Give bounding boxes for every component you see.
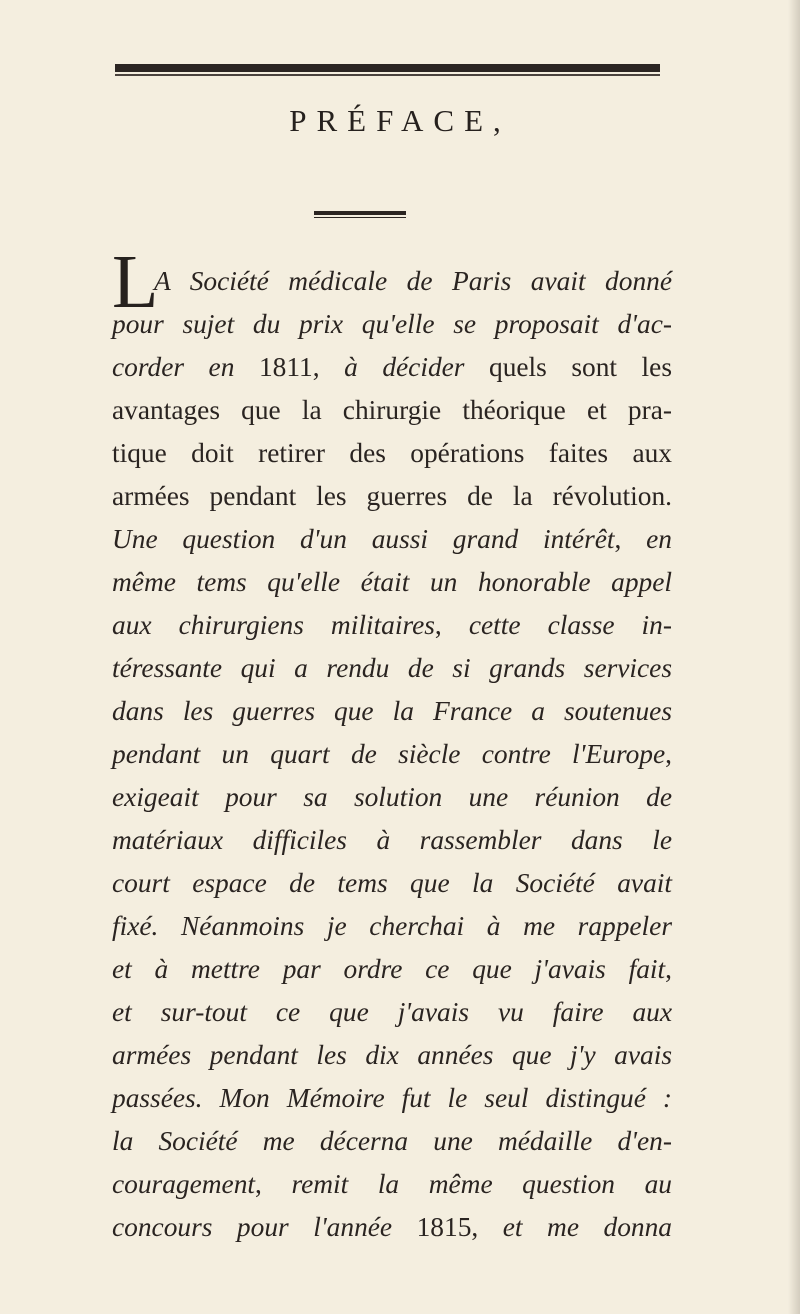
text-segment: fixé. Néanmoins je cherchai à me rappeler xyxy=(112,911,672,941)
text-segment: aux chirurgiens militaires xyxy=(112,610,435,640)
top-ornamental-rule xyxy=(115,64,660,72)
text-segment: téressante qui a rendu de si grands services xyxy=(112,653,672,683)
text-segment: avantages que la chirurgie théorique et pra- xyxy=(112,395,672,425)
text-segment: 1811 xyxy=(258,352,313,382)
text-line xyxy=(112,518,672,561)
text-line xyxy=(112,1120,672,1163)
text-segment: pour sujet du prix qu'elle se proposait d'ac- xyxy=(112,309,672,339)
text-segment: remit la même question au xyxy=(291,1169,672,1199)
text-segment: corder en xyxy=(112,352,259,382)
text-line xyxy=(112,432,672,475)
text-line xyxy=(112,389,672,432)
text-line xyxy=(112,1206,672,1249)
text-segment: quels sont les xyxy=(464,352,672,382)
text-segment: matériaux difficiles à rassembler dans le xyxy=(112,825,672,855)
text-segment: passées. Mon Mémoire fut le seul distingué : xyxy=(112,1083,672,1113)
text-segment: en xyxy=(646,524,672,554)
text-segment: armées pendant les guerres de la révolution. xyxy=(112,481,672,511)
text-segment: exigeait pour sa solution une réunion de xyxy=(112,782,672,812)
text-segment: , xyxy=(434,610,469,640)
text-segment: à décider xyxy=(344,352,465,382)
text-line xyxy=(112,346,672,389)
text-segment: , xyxy=(471,1212,503,1242)
top-thin-rule xyxy=(115,74,660,76)
drop-cap: L xyxy=(112,240,159,324)
text-line xyxy=(112,690,672,733)
text-line xyxy=(112,819,672,862)
text-segment: tique doit retirer des opérations faites aux xyxy=(112,438,672,468)
page-title: PRÉFACE, xyxy=(289,103,511,138)
page-edge-shadow xyxy=(788,0,800,1314)
text-segment: A Société médicale de Paris avait donné xyxy=(154,266,672,296)
text-segment: et sur-tout ce que j'avais vu faire aux xyxy=(112,997,672,1027)
text-segment: pendant un quart de siècle contre l'Europe xyxy=(112,739,666,769)
text-line xyxy=(112,475,672,518)
text-line xyxy=(112,776,672,819)
text-line xyxy=(112,991,672,1034)
text-line xyxy=(112,905,672,948)
text-segment: cette classe in- xyxy=(468,610,672,640)
title-separator-thin-rule xyxy=(314,217,406,218)
text-line xyxy=(112,561,672,604)
text-line xyxy=(112,1034,672,1077)
text-segment: la Société me décerna une médaille d'en- xyxy=(112,1126,672,1156)
text-segment: armées pendant les dix années que j'y avais xyxy=(112,1040,672,1070)
text-line xyxy=(112,862,672,905)
text-segment: , xyxy=(665,954,672,984)
text-line xyxy=(112,260,672,303)
text-segment: Une question d'un aussi grand intérêt xyxy=(112,524,615,554)
text-segment: concours pour l'année xyxy=(112,1212,417,1242)
text-segment: , xyxy=(255,1169,292,1199)
text-segment: , xyxy=(614,524,647,554)
text-segment: dans les guerres que la France a soutenues xyxy=(112,696,672,726)
text-segment: , xyxy=(312,352,345,382)
text-line xyxy=(112,948,672,991)
text-segment: couragement xyxy=(112,1169,255,1199)
text-line xyxy=(112,1077,672,1120)
text-line xyxy=(112,1163,672,1206)
text-line xyxy=(112,733,672,776)
text-line xyxy=(112,604,672,647)
text-segment: court espace de tems que la Société avait xyxy=(112,868,672,898)
title-separator-rule xyxy=(314,211,406,215)
body-paragraph xyxy=(112,260,672,1249)
text-segment: et à mettre par ordre ce que j'avais fait xyxy=(112,954,666,984)
text-segment: même tems qu'elle était un honorable appel xyxy=(112,567,672,597)
text-line xyxy=(112,647,672,690)
text-segment: et me donna xyxy=(502,1212,672,1242)
text-line xyxy=(112,303,672,346)
text-segment: 1815 xyxy=(416,1212,472,1242)
text-segment: , xyxy=(665,739,672,769)
